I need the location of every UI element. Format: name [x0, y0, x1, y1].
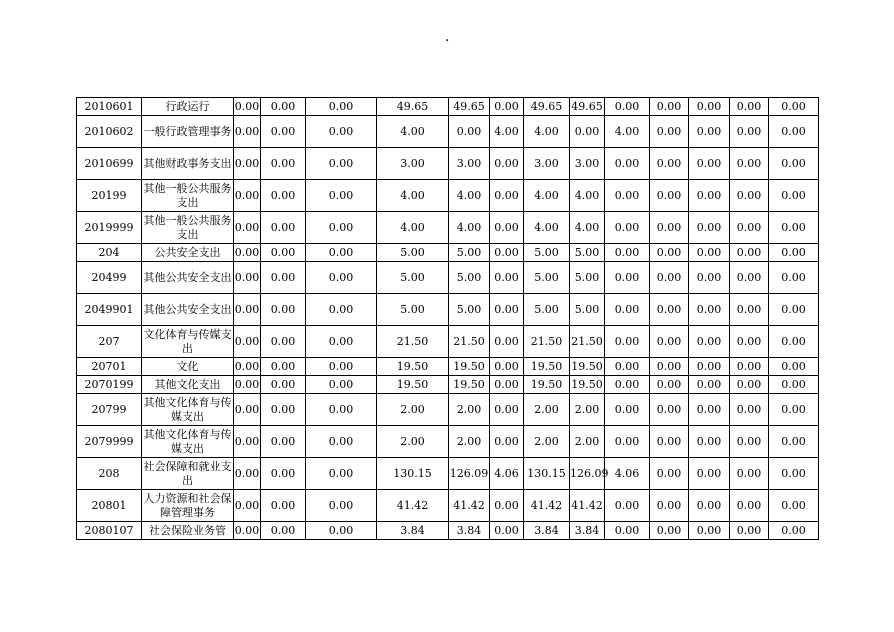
amount-cell: 0.00 — [261, 394, 306, 426]
amount-cell: 0.00 — [769, 394, 819, 426]
amount-cell: 0.00 — [769, 522, 819, 540]
amount-cell: 0.00 — [650, 244, 689, 262]
amount-cell: 126.09 — [449, 458, 490, 490]
amount-cell: 41.42 — [524, 490, 570, 522]
amount-cell: 5.00 — [524, 294, 570, 326]
amount-cell: 0.00 — [306, 98, 377, 116]
amount-cell: 0.00 — [689, 458, 730, 490]
amount-cell: 0.00 — [650, 98, 689, 116]
subject-code-cell: 2079999 — [77, 426, 142, 458]
amount-cell: 49.65 — [570, 98, 605, 116]
subject-code-cell: 2010699 — [77, 148, 142, 180]
amount-cell: 4.06 — [490, 458, 524, 490]
amount-cell: 2.00 — [377, 426, 449, 458]
amount-cell: 0.00 — [261, 262, 306, 294]
amount-cell: 3.00 — [570, 148, 605, 180]
amount-cell: 0.00 — [261, 490, 306, 522]
table-row — [77, 294, 819, 326]
amount-cell: 5.00 — [570, 294, 605, 326]
amount-cell: 0.00 — [769, 148, 819, 180]
amount-cell: 0.00 — [490, 358, 524, 376]
amount-cell: 2.00 — [524, 426, 570, 458]
amount-cell: 19.50 — [377, 358, 449, 376]
amount-cell: 21.50 — [524, 326, 570, 358]
amount-cell: 0.00 — [490, 148, 524, 180]
amount-cell: 5.00 — [449, 244, 490, 262]
subject-code-cell: 208 — [77, 458, 142, 490]
subject-name-cell: 其他财政事务支出 — [142, 148, 234, 180]
amount-cell: 0.00 — [769, 98, 819, 116]
table-row — [77, 522, 819, 540]
amount-cell: 21.50 — [377, 326, 449, 358]
amount-cell: 130.15 — [377, 458, 449, 490]
amount-cell: 2.00 — [570, 426, 605, 458]
amount-cell: 3.00 — [449, 148, 490, 180]
amount-cell: 2.00 — [449, 394, 490, 426]
amount-cell: 4.00 — [377, 116, 449, 148]
amount-cell: 0.00 — [605, 262, 650, 294]
amount-cell: 2.00 — [524, 394, 570, 426]
amount-cell: 0.00 — [490, 394, 524, 426]
subject-name-cell: 文化体育与传媒支出 — [142, 326, 234, 358]
amount-cell: 0.00 — [730, 212, 769, 244]
amount-cell: 0.00 — [306, 522, 377, 540]
amount-cell: 5.00 — [449, 294, 490, 326]
table-row — [77, 376, 819, 394]
amount-cell: 49.65 — [524, 98, 570, 116]
amount-cell: 0.00 — [234, 426, 261, 458]
amount-cell: 0.00 — [234, 116, 261, 148]
amount-cell: 5.00 — [449, 262, 490, 294]
amount-cell: 0.00 — [650, 294, 689, 326]
amount-cell: 0.00 — [689, 148, 730, 180]
amount-cell: 0.00 — [605, 326, 650, 358]
amount-cell: 0.00 — [605, 212, 650, 244]
page-mark: . — [445, 29, 450, 45]
amount-cell: 0.00 — [650, 458, 689, 490]
amount-cell: 4.00 — [524, 212, 570, 244]
amount-cell: 0.00 — [234, 98, 261, 116]
amount-cell: 0.00 — [689, 376, 730, 394]
table-row — [77, 116, 819, 148]
amount-cell: 0.00 — [605, 490, 650, 522]
amount-cell: 0.00 — [650, 326, 689, 358]
amount-cell: 0.00 — [769, 294, 819, 326]
amount-cell: 4.00 — [449, 212, 490, 244]
amount-cell: 0.00 — [650, 212, 689, 244]
amount-cell: 0.00 — [769, 326, 819, 358]
subject-code-cell: 2070199 — [77, 376, 142, 394]
amount-cell: 0.00 — [605, 522, 650, 540]
amount-cell: 0.00 — [769, 212, 819, 244]
amount-cell: 5.00 — [524, 244, 570, 262]
table-row — [77, 358, 819, 376]
amount-cell: 0.00 — [261, 458, 306, 490]
budget-table — [76, 97, 819, 540]
amount-cell: 0.00 — [650, 522, 689, 540]
amount-cell: 0.00 — [650, 148, 689, 180]
amount-cell: 0.00 — [306, 358, 377, 376]
subject-code-cell: 2080107 — [77, 522, 142, 540]
amount-cell: 19.50 — [449, 358, 490, 376]
subject-name-cell: 社会保障和就业支出 — [142, 458, 234, 490]
amount-cell: 0.00 — [689, 426, 730, 458]
subject-name-cell: 其他公共安全支出 — [142, 294, 234, 326]
subject-name-cell: 社会保险业务管 — [142, 522, 234, 540]
amount-cell: 0.00 — [306, 376, 377, 394]
amount-cell: 4.06 — [605, 458, 650, 490]
amount-cell: 0.00 — [261, 358, 306, 376]
amount-cell: 0.00 — [730, 522, 769, 540]
amount-cell: 0.00 — [490, 262, 524, 294]
amount-cell: 0.00 — [490, 326, 524, 358]
amount-cell: 19.50 — [524, 376, 570, 394]
amount-cell: 0.00 — [730, 148, 769, 180]
amount-cell: 0.00 — [306, 180, 377, 212]
amount-cell: 0.00 — [769, 376, 819, 394]
amount-cell: 0.00 — [490, 244, 524, 262]
amount-cell: 0.00 — [261, 180, 306, 212]
amount-cell: 0.00 — [261, 522, 306, 540]
amount-cell: 0.00 — [490, 294, 524, 326]
amount-cell: 19.50 — [570, 358, 605, 376]
subject-code-cell: 20701 — [77, 358, 142, 376]
amount-cell: 0.00 — [650, 394, 689, 426]
amount-cell: 0.00 — [234, 394, 261, 426]
subject-name-cell: 公共安全支出 — [142, 244, 234, 262]
amount-cell: 0.00 — [306, 490, 377, 522]
amount-cell: 4.00 — [524, 180, 570, 212]
amount-cell: 5.00 — [377, 244, 449, 262]
subject-code-cell: 20199 — [77, 180, 142, 212]
amount-cell: 49.65 — [449, 98, 490, 116]
subject-code-cell: 2049901 — [77, 294, 142, 326]
subject-name-cell: 一般行政管理事务 — [142, 116, 234, 148]
amount-cell: 4.00 — [449, 180, 490, 212]
table-row — [77, 98, 819, 116]
amount-cell: 0.00 — [689, 262, 730, 294]
amount-cell: 0.00 — [306, 294, 377, 326]
amount-cell: 0.00 — [689, 244, 730, 262]
amount-cell: 0.00 — [730, 376, 769, 394]
amount-cell: 0.00 — [306, 394, 377, 426]
amount-cell: 0.00 — [769, 116, 819, 148]
amount-cell: 0.00 — [605, 98, 650, 116]
amount-cell: 0.00 — [306, 326, 377, 358]
amount-cell: 0.00 — [730, 116, 769, 148]
subject-code-cell: 20799 — [77, 394, 142, 426]
amount-cell: 4.00 — [377, 180, 449, 212]
amount-cell: 0.00 — [306, 116, 377, 148]
amount-cell: 3.84 — [524, 522, 570, 540]
amount-cell: 0.00 — [605, 180, 650, 212]
amount-cell: 49.65 — [377, 98, 449, 116]
amount-cell: 0.00 — [306, 212, 377, 244]
amount-cell: 0.00 — [306, 458, 377, 490]
amount-cell: 19.50 — [570, 376, 605, 394]
amount-cell: 0.00 — [234, 358, 261, 376]
amount-cell: 0.00 — [490, 426, 524, 458]
amount-cell: 21.50 — [570, 326, 605, 358]
amount-cell: 0.00 — [234, 212, 261, 244]
amount-cell: 0.00 — [306, 262, 377, 294]
amount-cell: 0.00 — [234, 262, 261, 294]
amount-cell: 4.00 — [377, 212, 449, 244]
amount-cell: 0.00 — [605, 426, 650, 458]
amount-cell: 0.00 — [261, 376, 306, 394]
amount-cell: 0.00 — [650, 376, 689, 394]
subject-name-cell: 其他一般公共服务支出 — [142, 180, 234, 212]
amount-cell: 0.00 — [490, 490, 524, 522]
amount-cell: 0.00 — [769, 458, 819, 490]
amount-cell: 0.00 — [234, 522, 261, 540]
amount-cell: 0.00 — [605, 148, 650, 180]
table-row — [77, 426, 819, 458]
amount-cell: 0.00 — [650, 180, 689, 212]
amount-cell: 0.00 — [730, 358, 769, 376]
amount-cell: 5.00 — [570, 244, 605, 262]
table-row — [77, 458, 819, 490]
amount-cell: 0.00 — [730, 244, 769, 262]
amount-cell: 0.00 — [689, 394, 730, 426]
amount-cell: 0.00 — [306, 426, 377, 458]
amount-cell: 0.00 — [689, 358, 730, 376]
amount-cell: 0.00 — [730, 326, 769, 358]
table-row — [77, 212, 819, 244]
amount-cell: 0.00 — [605, 244, 650, 262]
amount-cell: 0.00 — [261, 426, 306, 458]
amount-cell: 0.00 — [650, 426, 689, 458]
subject-name-cell: 其他文化体育与传媒支出 — [142, 394, 234, 426]
amount-cell: 0.00 — [490, 212, 524, 244]
subject-name-cell: 其他文化支出 — [142, 376, 234, 394]
amount-cell: 5.00 — [377, 262, 449, 294]
amount-cell: 0.00 — [261, 212, 306, 244]
amount-cell: 130.15 — [524, 458, 570, 490]
subject-name-cell: 行政运行 — [142, 98, 234, 116]
amount-cell: 0.00 — [730, 426, 769, 458]
amount-cell: 0.00 — [730, 294, 769, 326]
amount-cell: 0.00 — [490, 180, 524, 212]
amount-cell: 0.00 — [689, 212, 730, 244]
amount-cell: 0.00 — [689, 98, 730, 116]
amount-cell: 0.00 — [689, 326, 730, 358]
amount-cell: 0.00 — [769, 244, 819, 262]
subject-code-cell: 20801 — [77, 490, 142, 522]
table-row — [77, 326, 819, 358]
amount-cell: 0.00 — [234, 148, 261, 180]
amount-cell: 0.00 — [689, 490, 730, 522]
subject-code-cell: 20499 — [77, 262, 142, 294]
amount-cell: 0.00 — [689, 294, 730, 326]
amount-cell: 41.42 — [377, 490, 449, 522]
amount-cell: 19.50 — [449, 376, 490, 394]
amount-cell: 0.00 — [689, 522, 730, 540]
amount-cell: 0.00 — [234, 244, 261, 262]
amount-cell: 0.00 — [306, 148, 377, 180]
amount-cell: 0.00 — [261, 294, 306, 326]
amount-cell: 0.00 — [234, 326, 261, 358]
table-row — [77, 262, 819, 294]
subject-name-cell: 其他公共安全支出 — [142, 262, 234, 294]
amount-cell: 19.50 — [524, 358, 570, 376]
table-row — [77, 244, 819, 262]
amount-cell: 0.00 — [234, 376, 261, 394]
amount-cell: 0.00 — [234, 180, 261, 212]
amount-cell: 0.00 — [730, 262, 769, 294]
amount-cell: 3.84 — [377, 522, 449, 540]
amount-cell: 4.00 — [570, 180, 605, 212]
amount-cell: 3.00 — [377, 148, 449, 180]
amount-cell: 2.00 — [449, 426, 490, 458]
subject-code-cell: 2019999 — [77, 212, 142, 244]
amount-cell: 0.00 — [769, 358, 819, 376]
amount-cell: 5.00 — [570, 262, 605, 294]
amount-cell: 0.00 — [730, 394, 769, 426]
amount-cell: 5.00 — [524, 262, 570, 294]
amount-cell: 0.00 — [449, 116, 490, 148]
amount-cell: 3.00 — [524, 148, 570, 180]
amount-cell: 0.00 — [234, 490, 261, 522]
amount-cell: 0.00 — [570, 116, 605, 148]
amount-cell: 21.50 — [449, 326, 490, 358]
amount-cell: 0.00 — [650, 358, 689, 376]
amount-cell: 0.00 — [306, 244, 377, 262]
amount-cell: 0.00 — [769, 426, 819, 458]
amount-cell: 0.00 — [490, 376, 524, 394]
amount-cell: 5.00 — [377, 294, 449, 326]
table-row — [77, 490, 819, 522]
amount-cell: 2.00 — [377, 394, 449, 426]
amount-cell: 0.00 — [650, 116, 689, 148]
amount-cell: 0.00 — [689, 116, 730, 148]
amount-cell: 4.00 — [605, 116, 650, 148]
amount-cell: 4.00 — [490, 116, 524, 148]
amount-cell: 0.00 — [261, 98, 306, 116]
amount-cell: 0.00 — [730, 458, 769, 490]
amount-cell: 4.00 — [570, 212, 605, 244]
amount-cell: 0.00 — [650, 490, 689, 522]
table-row — [77, 180, 819, 212]
subject-code-cell: 2010601 — [77, 98, 142, 116]
amount-cell: 41.42 — [449, 490, 490, 522]
table-row — [77, 148, 819, 180]
amount-cell: 0.00 — [261, 148, 306, 180]
amount-cell: 0.00 — [261, 116, 306, 148]
subject-code-cell: 2010602 — [77, 116, 142, 148]
amount-cell: 126.09 — [570, 458, 605, 490]
amount-cell: 0.00 — [769, 262, 819, 294]
amount-cell: 19.50 — [377, 376, 449, 394]
amount-cell: 3.84 — [449, 522, 490, 540]
amount-cell: 0.00 — [730, 490, 769, 522]
amount-cell: 0.00 — [769, 180, 819, 212]
subject-name-cell: 人力资源和社会保障管理事务 — [142, 490, 234, 522]
amount-cell: 0.00 — [605, 294, 650, 326]
amount-cell: 0.00 — [689, 180, 730, 212]
amount-cell: 0.00 — [490, 522, 524, 540]
amount-cell: 0.00 — [490, 98, 524, 116]
amount-cell: 4.00 — [524, 116, 570, 148]
subject-code-cell: 204 — [77, 244, 142, 262]
amount-cell: 2.00 — [570, 394, 605, 426]
table-row — [77, 394, 819, 426]
amount-cell: 0.00 — [730, 180, 769, 212]
amount-cell: 0.00 — [234, 458, 261, 490]
amount-cell: 0.00 — [605, 394, 650, 426]
amount-cell: 41.42 — [570, 490, 605, 522]
subject-name-cell: 其他文化体育与传媒支出 — [142, 426, 234, 458]
subject-name-cell: 文化 — [142, 358, 234, 376]
amount-cell: 0.00 — [605, 358, 650, 376]
amount-cell: 0.00 — [605, 376, 650, 394]
amount-cell: 0.00 — [769, 490, 819, 522]
amount-cell: 0.00 — [261, 244, 306, 262]
amount-cell: 0.00 — [234, 294, 261, 326]
subject-code-cell: 207 — [77, 326, 142, 358]
amount-cell: 0.00 — [730, 98, 769, 116]
amount-cell: 0.00 — [650, 262, 689, 294]
subject-name-cell: 其他一般公共服务支出 — [142, 212, 234, 244]
amount-cell: 3.84 — [570, 522, 605, 540]
amount-cell: 0.00 — [261, 326, 306, 358]
